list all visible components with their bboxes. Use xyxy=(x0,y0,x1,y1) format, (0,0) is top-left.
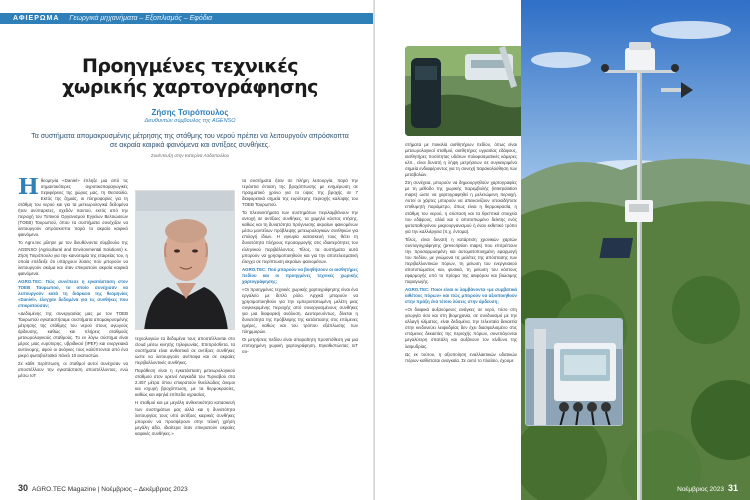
sensor-closeup-photo xyxy=(405,46,535,136)
article-column-4 xyxy=(405,142,517,478)
data-logger-photo xyxy=(525,318,623,426)
article-lead: Τα συστήματα απομακρυσμένης μέτρησης της στάθμης του νερού πρέπει να λειτουργούν απρόσκοπτα σε ακραία καιρικά φαινόμενα και αντίξοες συνθήκες. xyxy=(31,133,349,149)
section-tag: ΑΦΙΕΡΩΜΑ xyxy=(13,15,60,22)
right-folio xyxy=(677,483,738,493)
right-page xyxy=(375,0,750,500)
article-headline xyxy=(20,56,360,98)
section-subtitle: Γεωργικά μηχανήματα – Εξοπλισμός – Εφόδια xyxy=(69,15,213,22)
paragraph: «Δεδομένης της συνεργασίας μας με τον ΤΟΕΒ Ταυρωπού εγκαταστήσαμε συστήματα απομακρυσμένης μέτρησης της στάθμης του νερού στους αγωγούς άρδευσης, καθώς και πλήρεις σταθμούς μετεωρολογικούς σταθμούς. Το εν λόγω σύστημα είναι μέρος μιας ευρύτερης, υβριδικού (IPEF) και ενεργειακά αυτόνομης, αφού οι ανάγκες τους καλύπτονται από ένα μικρό φωτοβολταϊκό πάνελ 10 εκατοστών. xyxy=(18,310,128,359)
headline-line-2: χωρικής χαρτογράφησης xyxy=(62,76,318,98)
paragraph: Οι μετρήσεις πεδίου είναι απαραίτητη προϋπόθεση για μια επιτυχημένη χωρική χαρτογράφηση. Εγκαθιστώντας IoT συ- xyxy=(242,337,358,355)
sensor-illustration xyxy=(405,46,535,136)
interview-question: AGRO.TEC: Πού μπορούν να βοηθήσουν οι αισθητήρες πεδίου και οι προηγμένες τεχνικές χωρικής χαρτογράφησης; xyxy=(242,266,358,284)
drop-cap: Η xyxy=(18,178,39,200)
interview-question: AGRO.TEC: Ποιοι είναι οι λαμβάνοντα «με συμβατικά αιθέτους πόρων» και πώς μπορούν να αξιοποιηθούν στην πράξη ένα τέτοιο λύσεις στην άρδευση; xyxy=(405,287,517,305)
left-folio-text: AGRO.TEC Magazine | Νοέμβριος – Δεκέμβριος 2023 xyxy=(32,486,188,493)
interview-credit: Συνέντευξη στην Κατερίνα Λαδοπούλου xyxy=(150,153,230,158)
paragraph: «Οι προηγμένες τεχνικές χωρικής χαρτογράφησης είναι ένα εργαλείο με διπλό ρόλο. Αρχικά μπορούν να χρησιμοποιηθούν για την εμπεριστατωμένη μελέτη μιας συγκεκριμένης περιοχής από συνεργασμένους συνθήκες για μια διαφορική ανάλυση. Δευτερευόντως, δίνεται η δυνατότητα της πρόβλεψης της κατάστασης στις επόμενες ημέρες, καθώς και του τρόπου εξάπλωσης των πλημμυρών. xyxy=(242,286,358,335)
section-band xyxy=(0,13,375,24)
right-folio-text: Νοέμβριος 2023 xyxy=(677,486,724,493)
paragraph: τα συστήματα ήταν σε πλήρη λειτουργία, παρά την τεράστια ένταση της βροχόπτωσης με ενημέρωση σε πραγματικό χρόνο για το ύψος της βροχής σε 7 διαφορετικά σημεία της ευρύτερης περιοχής καλύψης του ΤΟΕΒ Ταυρωπού. xyxy=(242,178,358,208)
paragraph: Η σταθμοί και με μεγάλη ανθεκτικότητα κατασκευή των συστημάτων μας αλλά και η δυνατότητα λειτουργίας τους υπό αντίξοες καιρικές συνθήκες μπορούν να προσφέρουν στην τελική χρήση μεγάλη αξία, ιδιαίτερα όταν επικρατούν ακραίες καιρικές συνθήκες.» xyxy=(135,400,235,436)
author-role: Διευθυντών σύμβουλος της AGENSO xyxy=(144,118,236,124)
paragraph: στήματα με ποικιλία αισθητήρων πεδίου, όπως είναι μετεωρολογικοί σταθμοί, αισθητήρες υγρασίας εδάφους, αισθητήρες ποσότητας υδάτων πολυφασματικές κάμερες κλπ., είναι δυνατή η λήψη μετρήσεων σε συγκεκριμένα σημεία ενδιαφέροντος για τη συνεχή παρακολούθηση των μεταβολών. xyxy=(405,142,517,178)
paragraph: Παράθεση είναι η εγκατάσταση μετεωρολογικού σταθμού στον ορεινό Λαγκαδά του Τυρναβού στα 2.457 μέτρα όπου επικρατούν θυελλώδεις άνεμοι και ισχυρή βροχόπτωση, με τα θερμοκρασίες, καθώς και υψηλά επίπεδα υγρασίας. xyxy=(135,368,235,398)
left-folio xyxy=(18,483,188,493)
paragraph xyxy=(18,178,128,238)
data-logger-illustration xyxy=(526,319,623,426)
interview-question: AGRO.TEC: Πώς συνέπεσε η εγκατάσταση στον ΤΟΕΒ Ταυρωπού, το οποίο συνέχισαν να λειτουργούν κατά τη διάρκεια της θεομηνίας «Daniel», έλεγχαν δεδομένα για τις συνθήκες που επικρατούσαν; xyxy=(18,278,128,308)
paragraph: Στη συνέχεια, μπορούν να δημιουργηθούν χαρτογραφίες με τη μέθοδο της χωρικής παρεμβολής (interpolation maps) ώστε να χαρτογραφηθεί η μελετώμενη περιοχή. Αυτοί οι χάρτες μπορούν να απεικονίζουν οποιαδήποτε επιθυμητή παράμετρο, όπως είναι η θερμοκρασία, η στάθμη του νερού, η σύσταση και τα θρεπτικά στοιχεία του εδάφους, αλλά και ο αποτυπωμένο δείκτης ενός φυτοπαθογόνου μικροοργανισμού ή έναν εκθετικό τρόπο για την καλλιέργεια (π.χ. έντομα). xyxy=(405,180,517,234)
paragraph: Ως εκ τούτου, η αξιοποίηση εναλλακτικών υδατικών πόρων καθίσταται αναγκαία. Σε αυτό το πλαίσιο, έχουμε xyxy=(405,351,517,363)
article-column-3 xyxy=(242,178,358,476)
paragraph: «Οι διαφικά αυξανόμενες ανάγκες σε νερό, τόσο στη γεωργία όσο και στη βιομηχανία, σε συνδυασμό με την αλλαγή κλίματος, είναι δεδομένα, την τελευταία δεκαετία στην κινδυνεύει λειψυδρίας δεν έχει διασφαλισμένο στις επόμενες δεκαετίες της περιοχής πόρων, συνεπάγονται μεγαλύτερη σπατάλη και αυξάνουν τον κίνδυνο της λειψυδρίας. xyxy=(405,307,517,349)
paragraph: Τέλος, είναι δυνατή η κατάρτιση χρονικών χαρτών συνταγογράφησης (prescription maps) που επιτρέπουν την προσαρμοσμένη και αυτοματοποιημένη εφαρμογή του πεδίου, με γνώμονα τις μελέτες της απόστασης των περιβαλλοντικών πόρων, τη μείωση του ενεργειακού αποτυπώματος και, φυσικά, τη μείωση του κόστους εφαρμογής υπό το πρίσμα της αειφόρου και βιώσιμης παραγωγής. xyxy=(405,236,517,285)
headline-line-1: Προηγμένες τεχνικές xyxy=(81,55,299,77)
left-page-number: 30 xyxy=(18,483,29,493)
paragraph: Σε κάθε περίπτωση, οι σταθμοί αυτοί συνέχισαν να αποστέλλουν την εγκατάσταση αποστέλλοντας, ενώ μέσω IoT xyxy=(18,361,128,379)
article-column-2 xyxy=(135,336,235,476)
portrait-illustration xyxy=(136,191,235,330)
right-page-number: 31 xyxy=(727,483,738,493)
article-column-1 xyxy=(18,178,128,476)
paragraph: Το Agro.tec μίλησε με τον διευθύνοντα σύμβουλο της AGENSO (Agricultural and Environmental Solutions) κ. Ζήση Τσιρόπουλο για την καινοτομία της εταιρείας του, η οποία επέδειξε ότι υπάρχουν λύσεις που μπορούν να λειτουργούν ακόμα και όταν επικρατούν ακραία καιρικά φαινόμενα. xyxy=(18,240,128,276)
paragraph-text: θεομηνία «Daniel» έπληξε μια από τις σημαντικότερες αγροτικοπαραγωγικές περιφέρειες της χώρας μας, τη Θεσσαλία. Εκτός της ζημιάς, οι πληροφορίες για τη στάθμη του νερού και για τα μετεωρολογικά δεδομένα ήταν ανύπαρκτες, σχεδόν παντού, εκτός από την περιοχή του Τοπικού Οργανισμού Εγγείων Βελτιώσεων (ΤΟΕΒ) Ταυρωπού, όπου τα συστήματα συνέχιζαν να λειτουργούν απρόσκοπτα παρά το ακραίο καιρικό φαινόμενο. xyxy=(18,178,128,238)
author-portrait-photo xyxy=(135,190,235,330)
paragraph: τεχνολογιών τα δεδομένα τους αποστέλλονται στο cloud μέσω κινητής τηλεφωνίας. Επιπρόσθετα, τα συστήματα είναι ανθεκτικά σε αντίξοες συνθήκες ώστε να λειτουργούν ανέπαφα και σε ακραίες περιβαλλοντικές συνθήκες. xyxy=(135,336,235,366)
author-name: Ζήσης Τσιρόπουλος xyxy=(151,108,229,117)
paragraph: Τα πλεονεκτήματα των συστημάτων περιλαμβάνουν την αντοχή σε αντίξοες συνθήκες, τα χαμηλό κόστος κτήσης, καθώς και τη δυνατότητα πρόγνωσης ακραίων φαινομένων μέσω μοντέλων πρόβλεψης μετεωρολογικών συνθηκών για επιλογή ίδιων. Η εγκυρία κατασκευή τους θέτει τη δυνατότητα πλήρους προσαρμογής στις ιδιαιτερότητες του ελληνικού περιβάλλοντος. Τέλος, τα συστήματα αυτά μπορούν να χρησιμοποιηθούν και για την αποτελεσματική έλεγχο σε περίπτωση ακραίων φαινομένων. xyxy=(242,210,358,264)
